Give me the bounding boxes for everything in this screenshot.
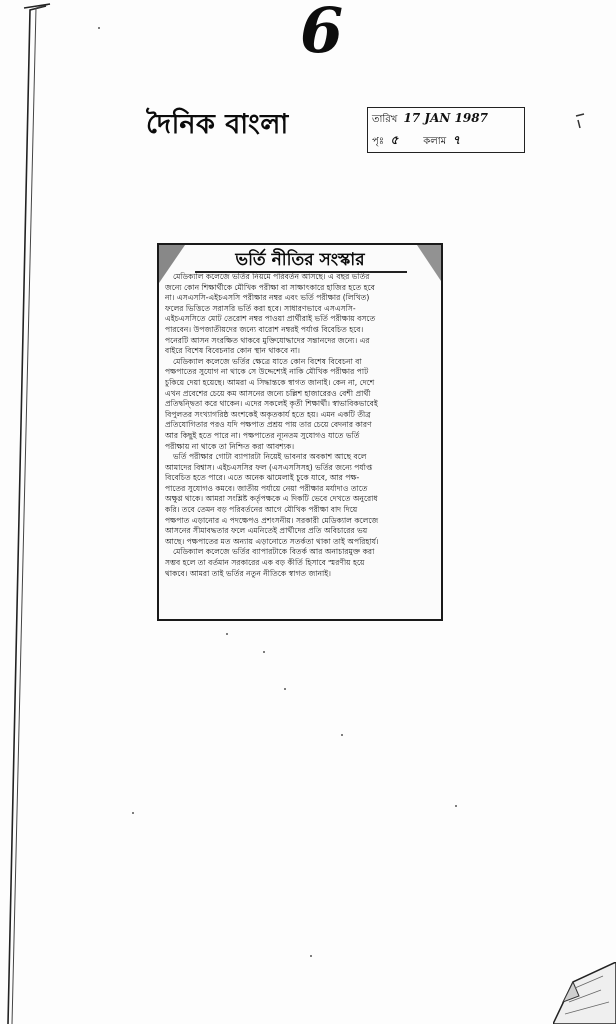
article-line: আসনের সীমাবদ্ধতার ফলে এমনিতেই প্রার্থীদের প্রতি অবিচারের ভয়: [165, 526, 368, 536]
article-line: সম্ভব হলে তা বর্তমান সরকারের এক বড় কীর্তি হিসাবে স্মরণীয় হয়ে: [165, 558, 365, 568]
stamp-date-label: তারিখ: [372, 114, 398, 125]
article-line: না। এসএসসি-এইচএসসি পরীক্ষার নম্বর এবং ভর্তি পরীক্ষার (লিখিত): [165, 293, 370, 303]
article-line: বাইরে বিশেষ বিবেচনার কোন স্থান থাকবে না।: [165, 346, 300, 356]
article-line: থাকবে। আমরা তাই ভর্তির নতুন নীতিকে স্বাগত জানাই।: [165, 568, 331, 578]
date-stamp: [367, 107, 525, 153]
article-line: এখন প্রবেশের চেয়ে কম আসনের জন্যে চল্লিশ হাজারেরও বেশী প্রার্থী: [165, 388, 371, 398]
article-line: মেডিক্যাল কলেজে ভর্তির নিয়মে পরিবর্তন আসছে। এ বছর ভর্তির: [173, 272, 370, 281]
article-line: পনেরটি আসন সংরক্ষিত থাকবে মুক্তিযোদ্ধাদের সন্তানদের জন্যে। এর: [165, 335, 370, 345]
stamp-date-value: 17 JAN 1987: [403, 111, 488, 125]
stamp-page-label: পৃঃ: [372, 136, 385, 147]
scan-speck: [132, 812, 134, 814]
article-line: পারবেন। উপজাতীয়দের জন্যে বারোশ নম্বরই পর্যাপ্ত বিবেচিত হবে।: [165, 324, 364, 334]
scan-speck: [263, 651, 265, 653]
article-line: আমাদের বিশ্বাস। এইচএসসির ফল (এসএসসিসহ) ভর্তির জন্যে পর্যাপ্ত: [165, 462, 373, 472]
article-line: প্রতিদ্বন্দ্বিতা করে থাকেন। এদের সকলেই কৃতী শিক্ষার্থী। স্বাভাবিকভাবেই: [165, 399, 378, 409]
scan-speck: [284, 688, 286, 690]
scan-speck: [455, 805, 457, 807]
page-fold-edge: [0, 0, 60, 1024]
article-line: বিবেচিত হতে পারে। এতে অনেক ঝামেলাই চুকে যাবে, আর পক্ষ-: [165, 473, 360, 483]
article-line: পরীক্ষায় না থাকে তা নিশ্চিত করা আবশ্যক।: [165, 441, 295, 451]
newspaper-masthead: দৈনিক বাংলা: [146, 109, 289, 140]
stamp-page-value: ৫: [390, 133, 399, 147]
scan-speck: [310, 955, 312, 957]
article-line: পক্ষপাত এড়ানোর এ পদক্ষেপও প্রশংসনীয়। সরকারী মেডিক্যাল কলেজে: [165, 515, 379, 525]
article-line: জন্যে কোন শিক্ষার্থীকে মৌখিক পরীক্ষা বা সাক্ষাৎকারে হাজির হতে হবে: [165, 282, 375, 292]
article-line: ফলের ভিত্তিতে সরাসরি ভর্তি করা হবে। সাধারণভাবে এসএসসি-: [165, 303, 356, 313]
article-headline: ভর্তি নীতির সংস্কার: [235, 250, 365, 270]
newspaper-clipping: [157, 243, 443, 621]
article-line: অক্ষুণ্ণ থাকে। আমরা সংশ্লিষ্ট কর্তৃপক্ষকে এ দিকটি ভেবে দেখতে অনুরোধ: [165, 494, 378, 504]
corner-tick-mark: [574, 112, 588, 135]
stamp-column-value: ৭: [452, 133, 461, 147]
article-line: মেডিক্যাল কলেজে ভর্তির ক্ষেত্রে যাতে কোন বিশেষ বিবেচনা বা: [173, 356, 362, 366]
article-line: প্রতিযোগিতার পরও যদি পক্ষপাত প্রশ্রয় পায় তার চেয়ে বেদনার কারণ: [165, 420, 372, 430]
article-line: পক্ষপাতের সুযোগ না থাকে সে উদ্দেশ্যেই নাকি মৌখিক পরীক্ষার পাট: [165, 367, 369, 377]
stamp-column-label: কলাম: [423, 136, 447, 147]
article-line: করি। তবে তেমন বড় পরিবর্তনের আগে মৌখিক পরীক্ষা বাদ দিয়ে: [165, 505, 358, 515]
article-line: আছে। পক্ষপাতের মত অন্যায় এড়ানোতে সতর্কতা থাকা তাই অপরিহার্য।: [165, 536, 379, 546]
scan-speck: [98, 27, 100, 29]
article-body: [165, 272, 437, 579]
article-line: আর কিছুই হতে পারে না। পক্ষপাতের ন্যূনতম সুযোগও যাতে ভর্তি: [165, 430, 360, 440]
stamp-date-row: [372, 111, 488, 129]
article-line: বিপুলতর সংখ্যাগরিষ্ঠ অংশকেই অকৃতকার্য হতে হয়। এমন একটি তীব্র: [165, 409, 371, 419]
handwritten-page-number: 6: [300, 0, 344, 67]
article-line: পাতের সুযোগও কমবে। জাতীয় পর্যায়ে নেয়া পরীক্ষার মর্যাদাও তাতে: [165, 483, 368, 493]
article-line: মেডিক্যাল কলেজে ভর্তির ব্যাপারটাকে বিতর্ক আর অনাচারমুক্ত করা: [173, 547, 375, 557]
scan-speck: [226, 633, 228, 635]
article-line: ভর্তি পরীক্ষার গোটা ব্যাপারটা নিয়েই ভাবনার অবকাশ আছে বলে: [173, 452, 367, 462]
article-line: এইচএসসিতে মোট তেরোশ নম্বর পাওয়া প্রার্থীরাই ভর্তি পরীক্ষায় বসতে: [165, 314, 376, 324]
stamp-page-row: [372, 132, 460, 152]
scan-speck: [341, 734, 343, 736]
article-line: চুকিয়ে দেয়া হয়েছে। আমরা এ সিদ্ধান্তকে স্বাগত জানাই। কেন না, দেশে: [165, 377, 375, 387]
page-curl-corner: [553, 962, 616, 1024]
